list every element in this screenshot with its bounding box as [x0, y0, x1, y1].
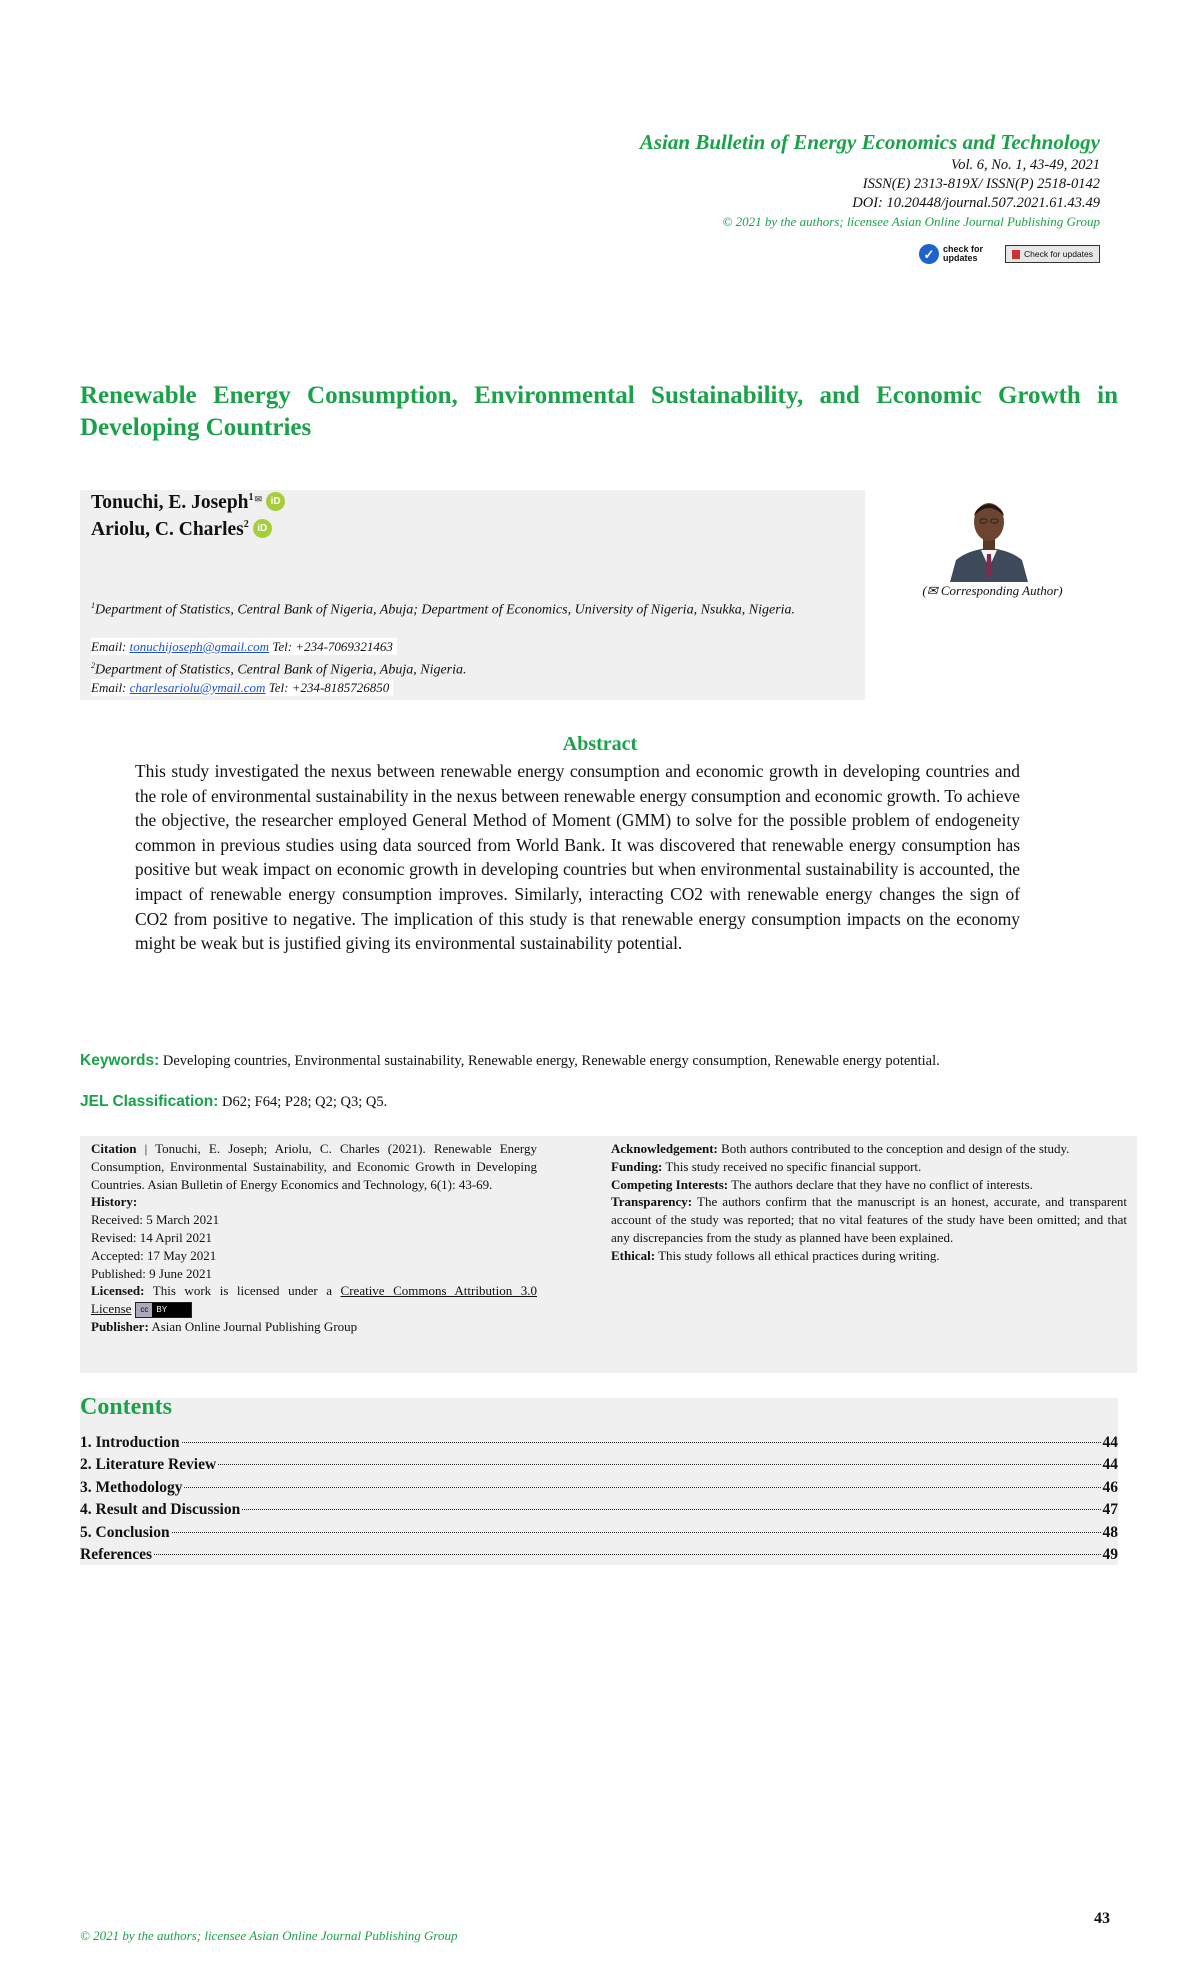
license-link[interactable]: Creative Commons Attribution 3.0 License [91, 1283, 537, 1317]
checkmark-icon: ✓ [919, 244, 939, 264]
competing-text: The authors declare that they have no conflict of interests. [728, 1176, 1033, 1192]
toc-item[interactable] [80, 1479, 1118, 1497]
corresponding-author-note [905, 583, 1080, 599]
email-line-2 [91, 679, 393, 696]
author-2-name: Ariolu, C. Charles [91, 519, 244, 540]
keywords-label: Keywords: [80, 1052, 160, 1069]
affiliation-1-sup: 1 [91, 601, 95, 610]
licensed-label: Licensed: [91, 1283, 145, 1299]
orcid-icon[interactable]: iD [253, 519, 272, 538]
toc-item[interactable] [80, 1546, 1118, 1564]
toc-label: 1. Introduction [80, 1434, 180, 1451]
citation [91, 1140, 537, 1193]
toc-dots [154, 1554, 1100, 1555]
footer-license: © 2021 by the authors; licensee Asian Online Journal Publishing Group [80, 1928, 458, 1943]
jel-text: D62; F64; P28; Q2; Q3; Q5. [222, 1094, 388, 1110]
email-link-2[interactable]: charlesariolu@ymail.com [129, 680, 266, 695]
check-for-updates-badge[interactable] [919, 244, 983, 264]
transparency-text: The authors confirm that the manuscript is an honest, accurate, and transparent account of the study was reported; that no vital features of the study have been omitted; and that any discrepancies from the study as planned have been explained. [611, 1194, 1127, 1245]
author-box [80, 490, 865, 700]
bookmark-icon [1012, 250, 1020, 259]
author-1-name: Tonuchi, E. Joseph [91, 492, 249, 513]
badge-line2: updates [942, 253, 978, 263]
toc-page: 44 [1102, 1434, 1118, 1451]
publisher-text: Asian Online Journal Publishing Group [148, 1319, 358, 1335]
funding-label: Funding: [611, 1158, 663, 1174]
affiliation-1-text: Department of Statistics, Central Bank of Nigeria, Abuja; Department of Economics, University of Nigeria, Nsukka, Nigeria. [95, 602, 796, 618]
toc-page: 47 [1102, 1501, 1118, 1518]
accepted-date: Accepted: 17 May 2021 [91, 1247, 217, 1263]
ethical-text: This study follows all ethical practices during writing. [655, 1247, 940, 1263]
abstract-text: This study investigated the nexus between renewable energy consumption and economic growth in developing countries and the role of environmental sustainability in the nexus between renewable energy consumption and economic growth. To achieve the objective, the researcher employed General Method of Moment (GMM) to solve for the possible problem of endogeneity common in previous studies using data sourced from World Bank. It was discovered that renewable energy consumption has positive but weak impact on economic growth in developing countries but when environmental sustainability is accounted, the impact of renewable energy consumption improves. Similarly, interacting CO2 with renewable energy changes the sign of CO2 from positive to negative. The implication of this study is that renewable energy consumption impacts on the economy might be weak but is justified giving its environmental sustainability potential. [135, 761, 1020, 954]
journal-doi[interactable]: DOI: 10.20448/journal.507.2021.61.43.49 [852, 195, 1100, 211]
funding-text: This study received no specific financial support. [662, 1158, 922, 1174]
toc-label: 4. Result and Discussion [80, 1501, 241, 1518]
affiliation-1 [91, 596, 856, 620]
ack-label: Acknowledgement: [611, 1141, 718, 1156]
tel-1: Tel: +234-7069321463 [272, 639, 393, 654]
tel-2: Tel: +234-8185726850 [268, 680, 390, 695]
toc-label: References [80, 1546, 153, 1563]
revised-date: Revised: 14 April 2021 [91, 1229, 212, 1245]
badge-line1: check for [942, 244, 984, 254]
declarations-column [611, 1140, 1127, 1265]
check-for-updates-button[interactable] [1005, 245, 1100, 263]
journal-volume: Vol. 6, No. 1, 43-49, 2021 [950, 157, 1100, 173]
publisher-label: Publisher: [91, 1319, 149, 1335]
toc-page: 49 [1102, 1546, 1118, 1563]
toc-label: 5. Conclusion [80, 1524, 170, 1541]
transparency-label: Transparency: [611, 1194, 693, 1210]
email-label-2: Email: [91, 680, 127, 695]
jel-classification [80, 1092, 1128, 1112]
journal-title: Asian Bulletin of Energy Economics and Technology [639, 130, 1100, 154]
paper-title: Renewable Energy Consumption, Environmental Sustainability, and Economic Growth in Developing Countries [80, 382, 1118, 441]
published-date: Published: 9 June 2021 [91, 1265, 212, 1281]
email-line-1 [91, 638, 397, 655]
funding [611, 1158, 1127, 1176]
mail-icon: (✉ [922, 583, 938, 598]
transparency [611, 1193, 1127, 1246]
publisher [91, 1318, 537, 1336]
citation-label: Citation [91, 1141, 137, 1156]
ethical-label: Ethical: [611, 1247, 656, 1263]
page-number: 43 [1094, 1910, 1110, 1927]
check-updates-label: Check for updates [1024, 249, 1093, 259]
toc-page: 48 [1102, 1524, 1118, 1541]
cc-mark: cc [136, 1303, 152, 1317]
history-label [91, 1193, 537, 1211]
toc-item[interactable] [80, 1501, 1118, 1519]
contents-heading: Contents [80, 1394, 173, 1420]
journal-header [400, 128, 1100, 231]
email-link-1[interactable]: tonuchijoseph@gmail.com [129, 639, 270, 654]
toc-dots [242, 1509, 1100, 1510]
toc-dots [184, 1487, 1100, 1488]
email-icon[interactable]: ✉ [254, 494, 263, 504]
received-date: Received: 5 March 2021 [91, 1212, 220, 1228]
acknowledgement [611, 1140, 1127, 1158]
table-of-contents [80, 1394, 1118, 1565]
affiliation-2-sup: 2 [91, 661, 95, 670]
license-statement [91, 1282, 537, 1318]
ethical [611, 1247, 1127, 1265]
licensed-text: This work is licensed under a [144, 1283, 341, 1299]
toc-label: 3. Methodology [80, 1479, 183, 1496]
toc-item[interactable] [80, 1524, 1118, 1542]
toc-dots [172, 1532, 1101, 1533]
toc-page: 46 [1102, 1479, 1118, 1496]
toc-dots [218, 1464, 1100, 1465]
toc-item[interactable] [80, 1456, 1118, 1474]
citation-text: | Tonuchi, E. Joseph; Ariolu, C. Charles (2021). Renewable Energy Consumption, Environmental Sustainability, and Economic Growth in Developing Countries. Asian Bulletin of Energy Economics and Technology, 6(1): 43-69. [91, 1141, 537, 1192]
citation-box [80, 1136, 1137, 1373]
toc-label: 2. Literature Review [80, 1456, 217, 1473]
abstract-heading: Abstract [562, 733, 638, 755]
keywords [80, 1051, 1128, 1071]
author-1-sup: 1 [248, 492, 254, 503]
competing-label: Competing Interests: [611, 1176, 729, 1192]
email-label-1: Email: [91, 639, 127, 654]
author-2 [91, 519, 272, 541]
toc-item[interactable] [80, 1434, 1118, 1452]
history-label-text: History: [91, 1194, 138, 1210]
orcid-icon[interactable]: iD [266, 492, 285, 511]
jel-label: JEL Classification: [80, 1093, 219, 1110]
update-badges [919, 244, 1100, 264]
cc-by-icon[interactable] [135, 1302, 192, 1318]
author-1 [91, 492, 285, 514]
toc-page: 44 [1102, 1456, 1118, 1473]
author-2-sup: 2 [243, 519, 249, 530]
affiliation-2-text: Department of Statistics, Central Bank of Nigeria, Abuja, Nigeria. [95, 662, 467, 678]
ack-text: Both authors contributed to the conception and design of the study. [717, 1141, 1070, 1156]
competing-interests [611, 1176, 1127, 1194]
keywords-text: Developing countries, Environmental sustainability, Renewable energy, Renewable energy consumption, Renewable energy potential. [162, 1053, 940, 1069]
citation-column [91, 1140, 537, 1336]
journal-license-note: © 2021 by the authors; licensee Asian Online Journal Publishing Group [722, 214, 1100, 229]
corresponding-text: Corresponding Author) [940, 583, 1063, 598]
by-mark: BY [156, 1305, 168, 1315]
toc-dots [182, 1442, 1101, 1443]
affiliation-2 [91, 656, 467, 680]
author-photo [948, 494, 1030, 582]
journal-issn: ISSN(E) 2313-819X/ ISSN(P) 2518-0142 [862, 176, 1100, 192]
